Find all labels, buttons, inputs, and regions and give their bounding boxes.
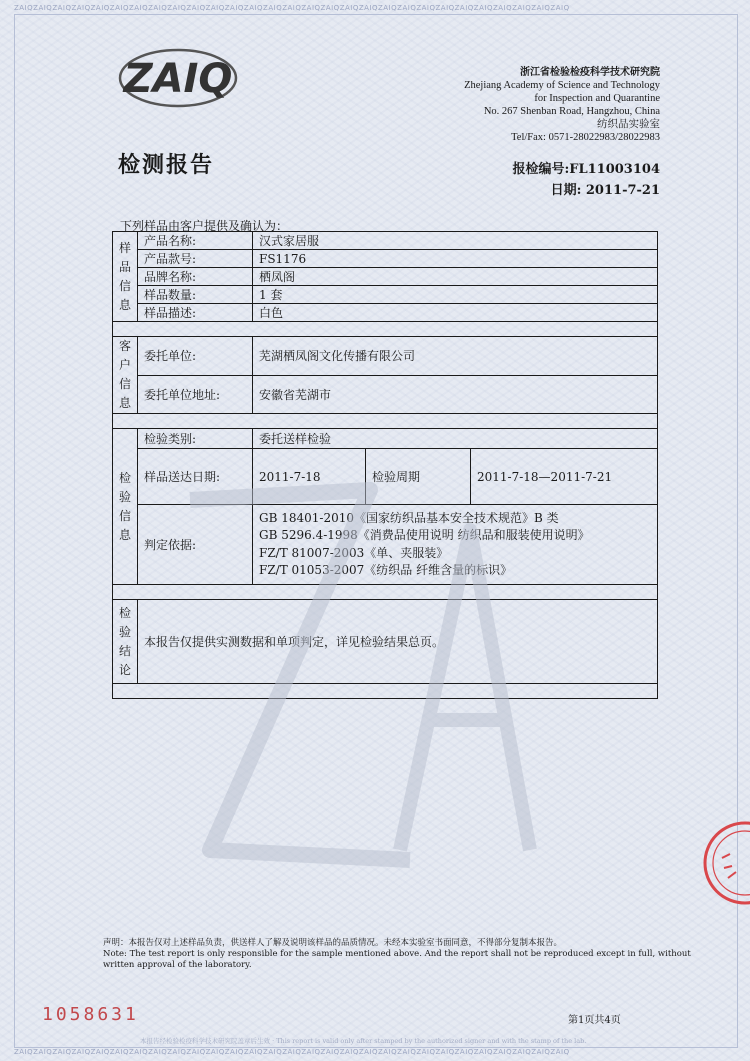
serial-number: 1058631 <box>42 1004 139 1025</box>
table-row <box>113 268 658 286</box>
inspection-type-label: 检验类别: <box>138 429 253 449</box>
field-label: 产品款号: <box>138 250 253 268</box>
field-value: 白色 <box>253 304 658 322</box>
field-label: 产品名称: <box>138 232 253 250</box>
arrival-date-label: 样品送达日期: <box>138 449 253 505</box>
institution-lab: 纺织品实验室 <box>597 119 660 130</box>
institution-name-en-2: for Inspection and Quarantine <box>534 93 660 104</box>
arrival-date-value: 2011-7-18 <box>253 449 366 505</box>
border-pattern-top: ZAIQZAIQZAIQZAIQZAIQZAIQZAIQZAIQZAIQZAIQZAIQZAIQZAIQZAIQZAIQZAIQZAIQZAIQZAIQZAIQZAIQZAIQZAIQZAIQZAIQZAIQZAIQZAIQZAIQ <box>14 4 570 12</box>
institution-name-cn: 浙江省检验检疫科学技术研究院 <box>520 67 660 78</box>
table-row <box>113 429 658 449</box>
logo-text: ZAIQ <box>123 56 233 102</box>
table-row <box>113 375 658 414</box>
border-pattern-bottom: ZAIQZAIQZAIQZAIQZAIQZAIQZAIQZAIQZAIQZAIQZAIQZAIQZAIQZAIQZAIQZAIQZAIQZAIQZAIQZAIQZAIQZAIQZAIQZAIQZAIQZAIQZAIQZAIQZAIQ <box>14 1048 570 1056</box>
inspection-type-value: 委托送样检验 <box>253 429 658 449</box>
institution-header <box>464 66 660 144</box>
section-client: 客 户 信 息 <box>113 337 138 414</box>
institution-name-en-1: Zhejiang Academy of Science and Technology <box>464 80 660 91</box>
section-inspection: 检 验 信 息 <box>113 429 138 585</box>
institution-address: No. 267 Shenban Road, Hangzhou, China <box>483 106 660 117</box>
note-en-2: written approval of the laboratory. <box>103 960 252 970</box>
basis-item: GB 5296.4-1998《消费品使用说明 纺织品和服装使用说明》 <box>259 528 590 542</box>
table-gap <box>113 585 658 600</box>
note-cn: 声明：本报告仅对上述样品负责，供送样人了解及说明该样品的品质情况。未经本实验室书面同意，不得部分复制本报告。 <box>103 938 563 948</box>
field-label: 样品描述: <box>138 304 253 322</box>
field-label: 品牌名称: <box>138 268 253 286</box>
disclaimer-note <box>103 938 691 971</box>
basis-list <box>253 505 658 585</box>
section-conclusion: 检 验 结 论 <box>113 600 138 684</box>
table-gap <box>113 322 658 337</box>
table-row <box>113 337 658 376</box>
field-value: 安徽省芜湖市 <box>253 375 658 414</box>
table-row <box>113 505 658 585</box>
table-row <box>113 232 658 250</box>
zaiq-logo <box>110 40 245 112</box>
page-number: 第1页共4页 <box>568 1015 621 1026</box>
field-value: FS1176 <box>253 250 658 268</box>
table-gap <box>113 684 658 699</box>
period-value: 2011-7-18—2011-7-21 <box>471 449 658 505</box>
field-value: 栖凤阁 <box>253 268 658 286</box>
table-gap <box>113 414 658 429</box>
field-value: 汉式家居服 <box>253 232 658 250</box>
intro-text: 下列样品由客户提供及确认为： <box>120 219 289 233</box>
report-number: 报检编号:FL11003104 <box>512 162 660 177</box>
period-label: 检验周期 <box>366 449 471 505</box>
lab-seal-stamp <box>700 818 750 908</box>
field-label: 委托单位地址: <box>138 375 253 414</box>
basis-item: FZ/T 81007-2003《单、夹服装》 <box>259 545 449 560</box>
note-en-1: Note: The test report is only responsible for the sample mentioned above. And the report shall not be reproduced except in full, without <box>103 949 691 959</box>
field-value: 1 套 <box>253 286 658 304</box>
field-label: 委托单位: <box>138 337 253 376</box>
report-title: 检测报告 <box>118 153 215 178</box>
table-row <box>113 250 658 268</box>
report-table <box>112 231 658 699</box>
institution-telfax: Tel/Fax: 0571-28022983/28022983 <box>511 132 660 143</box>
basis-item: GB 18401-2010《国家纺织品基本安全技术规范》B 类 <box>259 510 559 525</box>
report-date: 日期: 2011-7-21 <box>550 183 660 198</box>
table-row <box>113 600 658 684</box>
table-row <box>113 304 658 322</box>
section-sample: 样 品 信 息 <box>113 232 138 322</box>
field-label: 样品数量: <box>138 286 253 304</box>
field-value: 芜湖栖凤阁文化传播有限公司 <box>253 337 658 376</box>
table-row <box>113 286 658 304</box>
conclusion-text: 本报告仅提供实测数据和单项判定，详见检验结果总页。 <box>138 600 658 684</box>
basis-item: FZ/T 01053-2007《纺织品 纤维含量的标识》 <box>259 563 513 577</box>
table-row <box>113 449 658 505</box>
footer-microtext: 本报告经检验检疫科学技术研究院盖章后生效 · This report is valid only after stamped by the authorized signer and with the stamp of the lab. <box>140 1037 587 1045</box>
basis-label: 判定依据: <box>138 505 253 585</box>
